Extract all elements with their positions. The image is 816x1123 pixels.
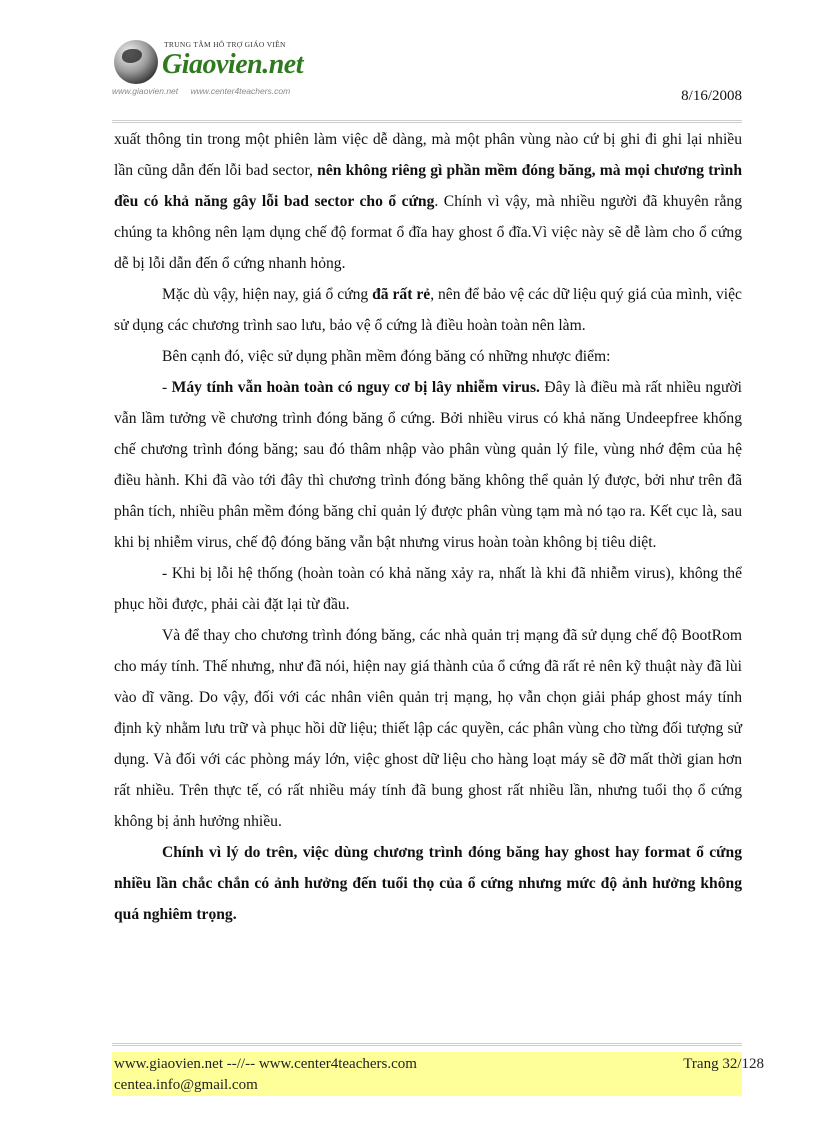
paragraph-1 [114,124,742,279]
globe-logo-icon [114,40,158,84]
paragraph-7-conclusion: Chính vì lý do trên, việc dùng chương trình đóng băng hay ghost hay format ổ cứng nhiều lần chắc chắn có ảnh hưởng đến tuổi thọ của ổ cứng nhưng mức độ ảnh hưởng không quá nghiêm trọng. [114,844,742,923]
bullet-dash: - [162,379,172,396]
paragraph-2 [114,279,742,341]
paragraph-3: Bên cạnh đó, việc sử dụng phần mềm đóng băng có những nhược điểm: [162,348,611,365]
bold-text-run: nên không riêng gì phần mềm đóng băng, mà mọi chương trình đều có khả năng gây lỗi bad sector cho ổ cứng [114,162,743,210]
page-number: Trang 32/128 [683,1056,764,1072]
bold-text-run: Máy tính vẫn hoàn toàn có nguy cơ bị lây nhiễm virus. [171,379,540,396]
page-footer [112,1052,764,1096]
footer-divider [112,1043,742,1046]
header-divider [112,120,742,123]
bold-text-run: đã rất rẻ [372,286,431,303]
footer-websites: www.giaovien.net --//-- www.center4teachers.com [114,1056,417,1072]
document-body [114,124,742,930]
logo-tagline: TRUNG TÂM HỖ TRỢ GIÁO VIÊN [164,40,286,49]
text-run: . Chính vì vậy, mà nhiều người đã khuyên rằng chúng ta không nên lạm dụng chế độ format ổ đĩa hay ghost ổ đĩa.Vì việc này sẽ dễ làm cho ổ cứng dễ bị lỗi dẫn đến ổ cứng nhanh hỏng. [114,193,742,272]
text-run: , nên để bảo vệ các dữ liệu quý giá của mình, việc sử dụng các chương trình sao lưu, bảo vệ ổ cứng là điều hoàn toàn nên làm. [114,286,742,334]
page-header [112,36,742,106]
paragraph-4-bullet [114,372,742,558]
paragraph-6: Và để thay cho chương trình đóng băng, các nhà quản trị mạng đã sử dụng chế độ BootRom cho máy tính. Thế nhưng, như đã nói, hiện nay giá thành của ổ cứng đã rất rẻ nên kỹ thuật này đã lùi vào dĩ vãng. Do vậy, đối với các nhân viên quản trị mạng, họ vẫn chọn giải pháp ghost máy tính định kỳ nhằm lưu trữ và phục hồi dữ liệu; thiết lập các quyền, các phân vùng cho từng đối tượng sử dụng. Và đối với các phòng máy lớn, việc ghost dữ liệu cho hàng loạt máy sẽ đỡ mất thời gian hơn rất nhiều. Trên thực tế, có rất nhiều máy tính đã bung ghost rất nhiều lần, nhưng tuổi thọ ổ cứng không bị ảnh hưởng nhiều. [114,627,742,830]
paragraph-5-bullet: - Khi bị lỗi hệ thống (hoàn toàn có khả năng xảy ra, nhất là khi đã nhiễm virus), không thể phục hồi được, phải cài đặt lại từ đầu. [114,565,742,613]
logo-urls: www.giaovien.net www.center4teachers.com [112,86,291,96]
footer-links [114,1054,417,1096]
header-date: 8/16/2008 [681,88,742,104]
text-run: xuất thông tin trong một phiên làm việc dễ dàng, mà một phân vùng nào cứ bị ghi đi ghi lại nhiều lần cũng dẫn đến lỗi bad sector, [114,131,742,179]
text-run: Đây là điều mà rất nhiều người vẫn lầm tưởng về chương trình đóng băng ổ cứng. Bởi nhiều virus có khả năng Undeepfree khống chế chương trình đóng băng; sau đó thâm nhập vào phân vùng quản lý file, vùng nhớ đệm của hệ điều hành. Khi đã vào tới đây thì chương trình đóng băng không thể quản lý được, bởi như trên đã phân tích, nhiều phân mềm đóng băng chỉ quản lý được phân vùng tạm mà nó tạo ra. Kết cục là, sau khi bị nhiễm virus, chế độ đóng băng vẫn bật nhưng virus hoàn toàn không bị tiêu diệt. [114,379,742,551]
text-run: Mặc dù vậy, hiện nay, giá ổ cứng [162,286,373,303]
footer-email: centea.info@gmail.com [114,1077,258,1093]
logo-wordmark: Giaovien.net [162,49,303,80]
